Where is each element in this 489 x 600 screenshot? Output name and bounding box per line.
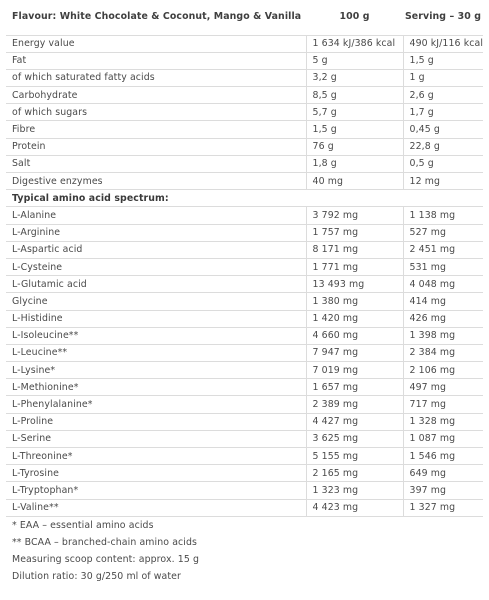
value-per-100g: 1 657 mg — [306, 379, 403, 396]
value-per-serving: 2 384 mg — [403, 344, 483, 361]
nutrient-name: L-Phenylalanine* — [6, 396, 306, 413]
table-row — [6, 362, 483, 379]
nutrient-name: Digestive enzymes — [6, 173, 306, 190]
table-row — [6, 241, 483, 258]
value-per-serving: 1 g — [403, 69, 483, 86]
value-per-serving: 22,8 g — [403, 138, 483, 155]
table-row — [6, 379, 483, 396]
value-per-100g: 7 019 mg — [306, 362, 403, 379]
table-row — [6, 87, 483, 104]
value-per-serving: 2,6 g — [403, 87, 483, 104]
nutrient-name: of which sugars — [6, 104, 306, 121]
flavour-header: Flavour: White Chocolate & Coconut, Mango & Vanilla — [6, 9, 306, 35]
value-per-100g: 4 660 mg — [306, 327, 403, 344]
value-per-100g: 40 mg — [306, 173, 403, 190]
value-per-serving: 1 546 mg — [403, 448, 483, 465]
footnote: ** BCAA – branched-chain amino acids — [12, 536, 198, 548]
value-per-100g: 4 427 mg — [306, 413, 403, 430]
value-per-serving: 649 mg — [403, 465, 483, 482]
value-per-100g: 1 771 mg — [306, 258, 403, 275]
nutrient-name: L-Serine — [6, 430, 306, 447]
value-per-100g: 1 420 mg — [306, 310, 403, 327]
footnote-row — [6, 568, 483, 585]
nutrient-name: L-Tyrosine — [6, 465, 306, 482]
table-row — [6, 396, 483, 413]
value-per-100g: 5,7 g — [306, 104, 403, 121]
table-row — [6, 465, 483, 482]
table-body — [6, 35, 483, 585]
nutrient-name: L-Methionine* — [6, 379, 306, 396]
table-row — [6, 344, 483, 361]
value-per-100g: 8,5 g — [306, 87, 403, 104]
per-100g-header: 100 g — [306, 9, 403, 35]
value-per-100g: 8 171 mg — [306, 241, 403, 258]
table-row — [6, 430, 483, 447]
table-row — [6, 448, 483, 465]
nutrition-table — [6, 9, 483, 585]
value-per-serving: 1 327 mg — [403, 499, 483, 516]
value-per-serving: 0,5 g — [403, 155, 483, 172]
value-per-serving: 426 mg — [403, 310, 483, 327]
nutrient-name: L-Aspartic acid — [6, 241, 306, 258]
footnote: * EAA – essential amino acids — [12, 519, 154, 531]
value-per-100g: 1 380 mg — [306, 293, 403, 310]
nutrient-name: Carbohydrate — [6, 87, 306, 104]
nutrient-name: of which saturated fatty acids — [6, 69, 306, 86]
value-per-serving: 2 106 mg — [403, 362, 483, 379]
table-row — [6, 413, 483, 430]
nutrient-name: L-Alanine — [6, 207, 306, 224]
table-row — [6, 121, 483, 138]
footnote-row — [6, 551, 483, 568]
value-per-100g: 1 634 kJ/386 kcal — [306, 35, 403, 52]
amino-section-row — [6, 190, 483, 207]
nutrient-name: Protein — [6, 138, 306, 155]
value-per-serving: 1,7 g — [403, 104, 483, 121]
value-per-100g: 13 493 mg — [306, 276, 403, 293]
table-row — [6, 258, 483, 275]
nutrient-name: L-Tryptophan* — [6, 482, 306, 499]
nutrient-name: L-Valine** — [6, 499, 306, 516]
table-row — [6, 173, 483, 190]
value-per-serving: 531 mg — [403, 258, 483, 275]
per-serving-header: Serving – 30 g — [403, 9, 483, 35]
value-per-serving: 1,5 g — [403, 52, 483, 69]
value-per-serving: 1 138 mg — [403, 207, 483, 224]
value-per-100g: 3 792 mg — [306, 207, 403, 224]
table-row — [6, 276, 483, 293]
table-row — [6, 138, 483, 155]
value-per-100g: 7 947 mg — [306, 344, 403, 361]
value-per-100g: 4 423 mg — [306, 499, 403, 516]
nutrient-name: Glycine — [6, 293, 306, 310]
table-row — [6, 327, 483, 344]
value-per-100g: 3,2 g — [306, 69, 403, 86]
value-per-serving: 490 kJ/116 kcal — [403, 35, 483, 52]
nutrient-name: Fibre — [6, 121, 306, 138]
value-per-100g: 1 323 mg — [306, 482, 403, 499]
value-per-100g: 5 g — [306, 52, 403, 69]
table-row — [6, 293, 483, 310]
value-per-serving: 527 mg — [403, 224, 483, 241]
value-per-serving: 12 mg — [403, 173, 483, 190]
value-per-100g: 1 757 mg — [306, 224, 403, 241]
nutrient-name: L-Isoleucine** — [6, 327, 306, 344]
table-header-row — [6, 9, 483, 35]
nutrient-name: L-Leucine** — [6, 344, 306, 361]
value-per-serving: 0,45 g — [403, 121, 483, 138]
table-row — [6, 69, 483, 86]
value-per-serving: 1 398 mg — [403, 327, 483, 344]
nutrient-name: L-Arginine — [6, 224, 306, 241]
nutrient-name: L-Histidine — [6, 310, 306, 327]
value-per-serving: 1 087 mg — [403, 430, 483, 447]
value-per-100g: 2 389 mg — [306, 396, 403, 413]
value-per-serving: 497 mg — [403, 379, 483, 396]
table-row — [6, 104, 483, 121]
value-per-serving: 2 451 mg — [403, 241, 483, 258]
table-row — [6, 224, 483, 241]
value-per-100g: 76 g — [306, 138, 403, 155]
table-row — [6, 499, 483, 516]
value-per-serving: 1 328 mg — [403, 413, 483, 430]
table-row — [6, 310, 483, 327]
table-row — [6, 207, 483, 224]
nutrient-name: L-Lysine* — [6, 362, 306, 379]
table-row — [6, 52, 483, 69]
footnote: Dilution ratio: 30 g/250 ml of water — [12, 570, 181, 582]
nutrient-name: Fat — [6, 52, 306, 69]
value-per-100g: 3 625 mg — [306, 430, 403, 447]
table-row — [6, 155, 483, 172]
nutrient-name: L-Threonine* — [6, 448, 306, 465]
nutrient-name: Energy value — [6, 35, 306, 52]
value-per-100g: 1,5 g — [306, 121, 403, 138]
value-per-100g: 2 165 mg — [306, 465, 403, 482]
table-row — [6, 35, 483, 52]
footnote-row — [6, 533, 483, 550]
nutrient-name: L-Glutamic acid — [6, 276, 306, 293]
amino-section-title: Typical amino acid spectrum: — [6, 190, 483, 207]
nutrient-name: L-Proline — [6, 413, 306, 430]
value-per-serving: 397 mg — [403, 482, 483, 499]
value-per-serving: 717 mg — [403, 396, 483, 413]
footnote-row — [6, 516, 483, 533]
value-per-serving: 4 048 mg — [403, 276, 483, 293]
value-per-100g: 1,8 g — [306, 155, 403, 172]
value-per-100g: 5 155 mg — [306, 448, 403, 465]
table-row — [6, 482, 483, 499]
nutrient-name: L-Cysteine — [6, 258, 306, 275]
value-per-serving: 414 mg — [403, 293, 483, 310]
nutrient-name: Salt — [6, 155, 306, 172]
footnote: Measuring scoop content: approx. 15 g — [12, 553, 200, 565]
